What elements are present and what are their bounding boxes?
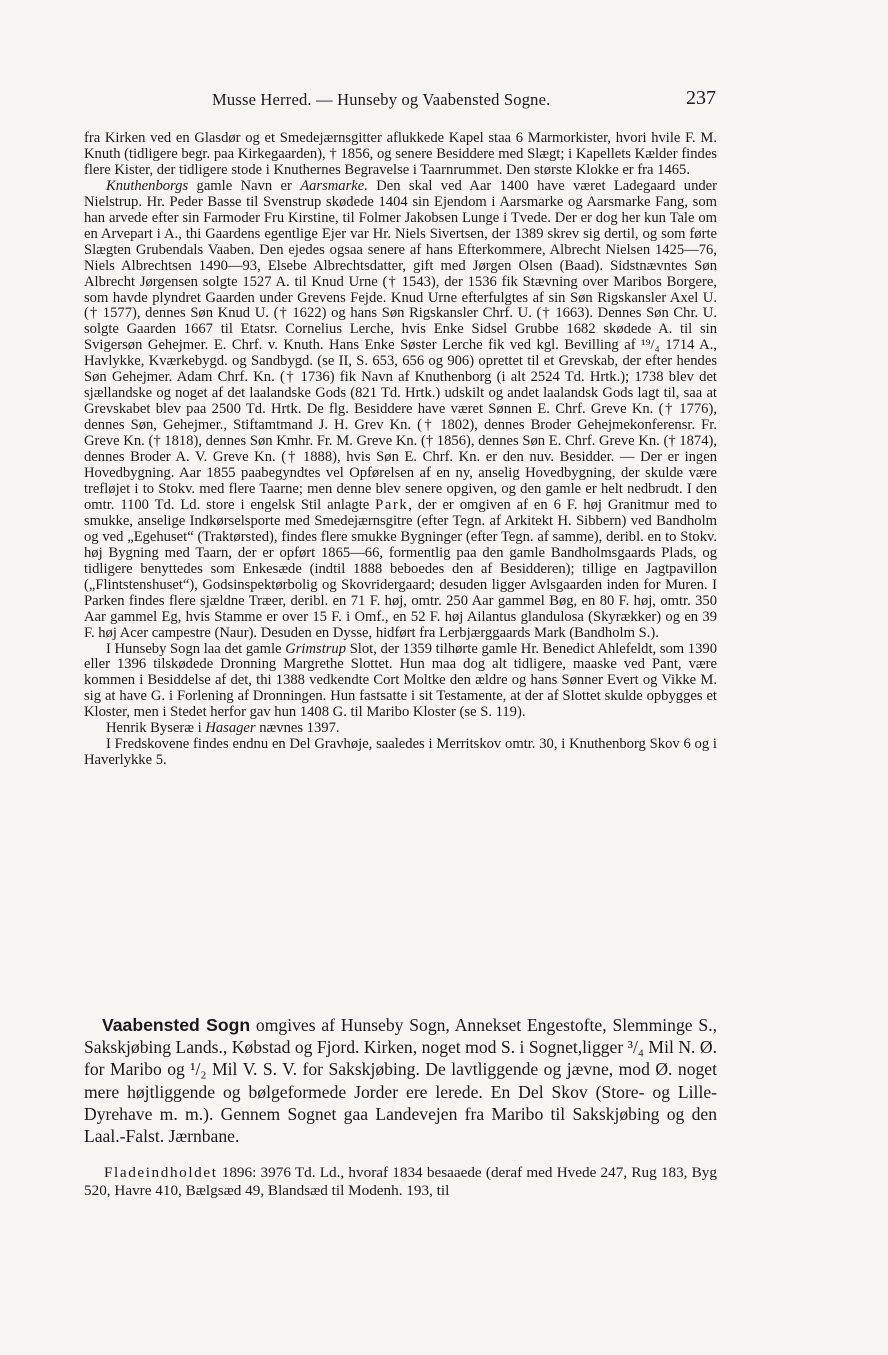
paragraph-hasager bbox=[84, 721, 717, 737]
page-number: 237 bbox=[686, 87, 716, 109]
text-run: nævnes 1397. bbox=[255, 720, 340, 737]
term-aarsmarke: Aarsmarke. bbox=[300, 177, 368, 194]
text-run: Den skal ved Aar 1400 have været Ladegaard under Nielstrup. Hr. Peder Basse til Svenstrup skødede 1404 sin Ejendom i Aarsmarke og Aarsmarke Fang, som han arvede efter sin Farmoder Fru Kirstine, til Folmer Jakobsen Lunge i Tvede. Der er dog her kun Tale om en Arvepart i A., thi Gaardens egentlige Ejer var Hr. Niels Sivertsen, der 1389 skrev sig dertil, og som førte Slægten Grubendals Vaaben. Den ejedes ogsaa senere af hans Efterkommere, Albrecht Nielsen 1425—76, Niels Albrechtsen 1490—93, Elsebe Albrechtsdatter, gift med Jørgen Olsen (Baad). Sidstnævntes Søn Albrecht Jørgensen solgte 1527 A. til Knud Urne († 1543), der 1536 fik Stævning over Maribos Borgere, som havde plyndret Gaarden under Grevens Fejde. Knud Urne efterfulgtes af sin Søn Rigskansler Axel U. († 1577), dennes Søn Knud U. († 1622) og hans Søn Rigskansler Chrf. U. († 1663). Dennes Søn Chr. U. solgte Gaarden 1667 til Etatsr. Cornelius Lerche, hvis Enke Sidsel Grubbe 1682 skødede A. til sin Svigersøn Gehejmer. E. Chrf. v. Knuth. Hans Enke Søster Lerche fik ved kgl. Bevilling af ¹⁹/₄ 1714 A., Havlykke, Kværkebygd. og Sandbygd. (se II, S. 653, 656 og 906) oprettet til et Grevskab, der efter hendes Søn Gehejmer. Adam Chrf. Kn. († 1736) fik Navn af Knuthenborg (i alt 2524 Td. Hrtk.); 1738 blev det sjællandske og noget af det laalandske Gods (821 Td. Hrtk.) udskilt og andet laalandsk Gods lagt til, saa at Grevskabet blev paa 2500 Td. Hrtk. De flg. Besiddere have været Sønnen E. Chrf. Greve Kn. († 1776), dennes Søn, Gehejmer., Stiftamtmand J. H. Grev Kn. († 1802), dennes Broder Gehejmekonferensr. Fr. Greve Kn. († 1818), dennes Søn Kmhr. Fr. M. Greve Kn. († 1856), dennes Søn E. Chrf. Greve Kn. († 1874), dennes Broder A. V. Greve Kn. († 1888), hvis Søn E. Chrf. Kn. er den nuv. Besidder. — Der er ingen Hovedbygning. Aar 1855 paabegyndtes vel Opførelsen af en ny, anselig Hovedbygning, der skulde være trefløjet i to Stokv. med flere Taarne; men denne blev senere opgiven, og den gamle er helt nedbrudt. I den omtr. 1100 Td. Ld. store i engelsk Stil anlagte bbox=[84, 177, 718, 513]
term-fladeindholdet: Fladeindholdet bbox=[104, 1164, 218, 1181]
term-hasager: Hasager bbox=[205, 720, 256, 737]
paragraph-grimstrup bbox=[84, 642, 717, 722]
term-knuthenborgs: Knuthenborgs bbox=[106, 177, 189, 194]
section-heading-vaabensted: Vaabensted Sogn bbox=[102, 1015, 251, 1035]
term-park: Park bbox=[375, 496, 409, 513]
text-run: gamle Navn er bbox=[188, 177, 301, 194]
text-run: I Hunseby Sogn laa det gamle bbox=[106, 640, 286, 657]
paragraph-vaabensted-sogn bbox=[84, 1014, 717, 1147]
body-text-vaabensted bbox=[84, 1014, 717, 1147]
page-header bbox=[84, 87, 716, 114]
paragraph-kapel: fra Kirken ved en Glasdør og et Smedejærnsgitter aflukkede Kapel staa 6 Marmorkister, hvori hvile F. M. Knuth (tidligere begr. paa Kirkegaarden), † 1856, og senere Besiddere med Slægt; i Kapellets Kælder findes flere Kister, der tidligere stode i Knuthernes Begravelse i Taarnrummet. Den største Klokke er fra 1465. bbox=[84, 130, 717, 178]
text-run: omgives af Hunseby Sogn, Annekset Engestofte, Slemminge S., Sakskjøbing Lands., Købstad og Fjord. Kirken, noget mod S. i Sognet,ligger ³/₄ Mil N. Ø. for Maribo og ¹/₂ Mil V. S. V. for Sakskjøbing. De lavtliggende og jævne, mod Ø. noget mere højtliggende og bølgeformede Jorder ere lerede. En Del Skov (Store- og Lille-Dyrehave m. m.). Gennem Sognet gaa Landevejen fra Maribo til Sakskjøbing og den Laal.-Falst. Jærnbane. bbox=[84, 1015, 718, 1147]
text-run: Slot, der 1359 tilhørte gamle Hr. Benedict Ahlefeldt, som 1390 eller 1396 tilskødede Dronning Margrethe Slottet. Hun maa dog alt tidligere, maaske ved Pant, være kommen i Besiddelse af det, thi 1388 vedkendte Cort Moltke den ældre og hans Sønner Evert og Vikke M. sig at have G. i Forlening af Dronningen. Hun fastsatte i sit Testamente, at der af Slottet skulde opbygges et Kloster, men i Stedet herfor gav hun 1408 G. til Maribo Kloster (se S. 119). bbox=[84, 640, 717, 721]
text-run: , der er omgiven af en 6 F. høj Granitmur med to smukke, anselige Indkørselsporte med Smedejærnsgitre (efter Tegn. af Arkitekt H. Sibbern) ved Bandholm og ved „Egehuset“ (Traktørsted), findes flere smukke Bygninger (efter Tegn. af samme), deribl. en to Stokv. høj Bygning med Taarn, der er opført 1865—66, formentlig paa den gamle Bandholmsgaards Plads, og tidligere benyttedes som Enkesæde (indtil 1888 beboedes den af Besidderen); tillige en Jagtpavillon („Flintstenshuset“), Godsinspektørbolig og Skovridergaard; desuden ligger Avlsgaarden inden for Muren. I Parken findes flere sjældne Træer, deribl. en 71 F. høj, omtr. 250 Aar gammel Bøg, en 80 F. høj, omtr. 350 Aar gammel Eg, hvis Stamme er over 15 F. i Omf., en 52 F. høj Ailantus glandulosa (Skyrækker) og en 39 F. høj Acer campestre (Naur). Desuden en Dysse, hidført fra Lerbjærggaards Mark (Bandholm S.). bbox=[84, 496, 718, 641]
paragraph-knuthenborg bbox=[84, 179, 717, 642]
term-grimstrup: Grimstrup bbox=[285, 640, 347, 657]
paragraph-fredskovene: I Fredskovene findes endnu en Del Gravhøje, saaledes i Merritskov omtr. 30, i Knuthenborg Skov 6 og i Haverlykke 5. bbox=[84, 736, 717, 769]
text-run: Henrik Byseræ i bbox=[106, 720, 206, 737]
body-text-upper bbox=[84, 131, 717, 769]
running-title: Musse Herred. — Hunseby og Vaabensted Sogne. bbox=[212, 90, 551, 109]
text-run: 1896: 3976 Td. Ld., hvoraf 1834 besaaede (deraf med Hvede 247, Rug 183, Byg 520, Havre 410, Bælgsæd 49, Blandsæd til Modenh. 193, til bbox=[84, 1164, 717, 1199]
paragraph-fladeindhold bbox=[84, 1164, 717, 1199]
body-text-lower bbox=[84, 1164, 717, 1199]
